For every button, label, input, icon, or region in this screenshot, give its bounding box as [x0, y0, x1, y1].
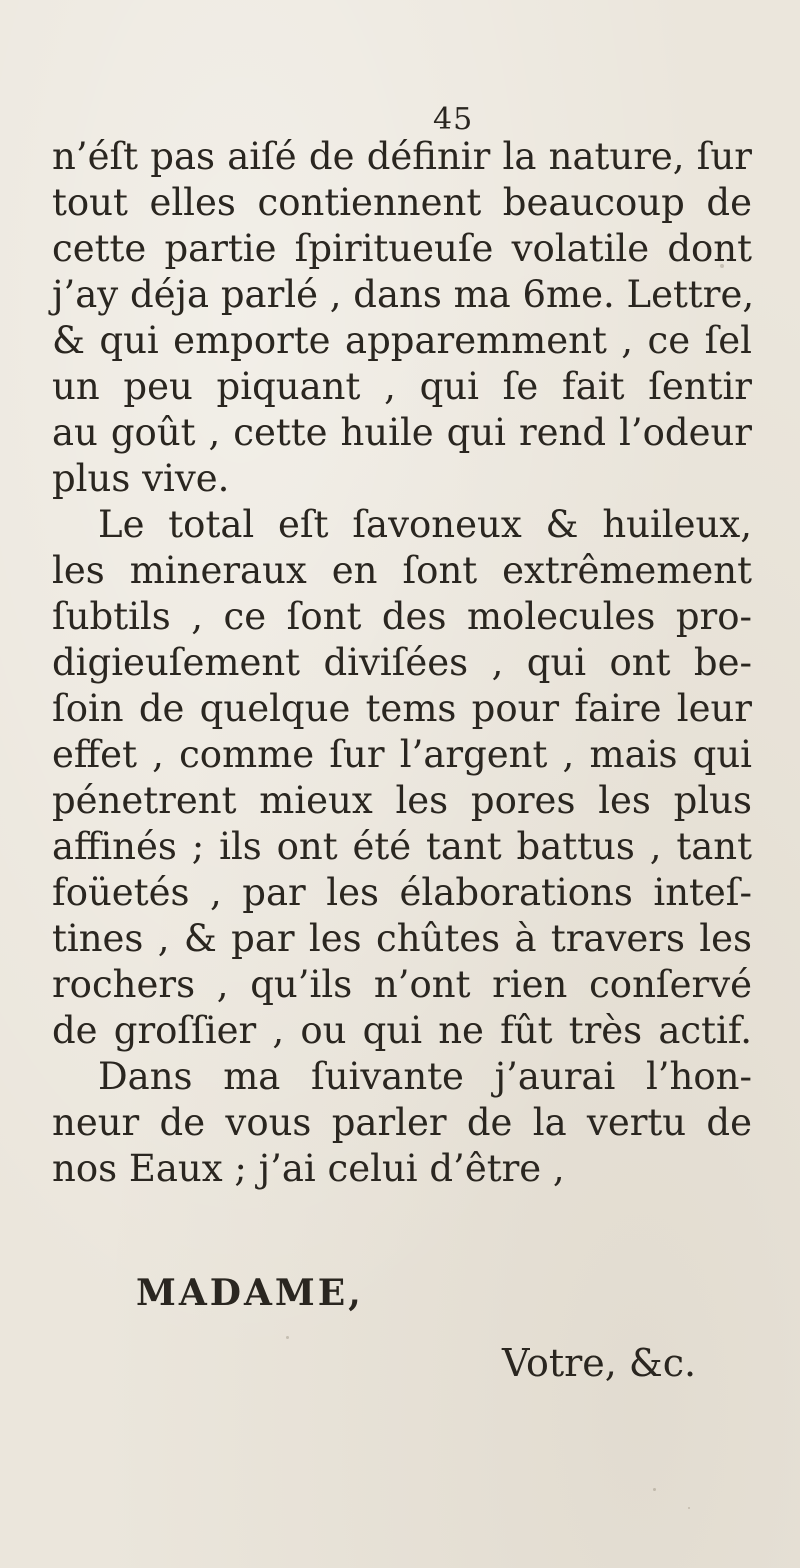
paper-speck: [720, 264, 724, 268]
text-line-18: tines , & par les chûtes à travers les: [52, 917, 752, 960]
signature-line: Votre, &c.: [502, 1341, 697, 1385]
paper-speck: [688, 1507, 690, 1509]
page-number: 45: [433, 102, 474, 137]
text-line-23: nos Eaux ; j’ai celui d’être ,: [52, 1147, 565, 1190]
text-line-9: Le total eſt ſavoneux & huileux,: [98, 503, 752, 546]
text-line-10: les mineraux en ſont extrêmement: [52, 549, 752, 592]
text-line-17: foüetés , par les élaborations inteſ-: [52, 871, 752, 914]
text-line-15: pénetrent mieux les pores les plus: [52, 779, 752, 822]
text-line-6: un peu piquant , qui ſe fait ſentir: [52, 365, 752, 408]
text-line-5: & qui emporte apparemment , ce ſel: [52, 319, 752, 362]
closing-salutation: MADAME,: [136, 1272, 364, 1314]
text-line-2: tout elles contiennent beaucoup de: [52, 181, 752, 224]
text-line-13: ſoin de quelque tems pour faire leur: [52, 687, 752, 730]
text-line-1: n’éſt pas aiſé de définir la nature, ſur: [52, 135, 752, 178]
paper-speck: [286, 1336, 289, 1339]
text-line-22: neur de vous parler de la vertu de: [52, 1101, 752, 1144]
paper-speck: [653, 1488, 656, 1491]
text-line-8: plus vive.: [52, 457, 230, 500]
text-line-16: affinés ; ils ont été tant battus , tant: [52, 825, 752, 868]
text-line-3: cette partie ſpiritueuſe volatile dont: [52, 227, 752, 270]
text-line-14: effet , comme ſur l’argent , mais qui: [52, 733, 752, 776]
text-line-12: digieuſement diviſées , qui ont be-: [52, 641, 752, 684]
text-line-4: j’ay déja parlé , dans ma 6me. Lettre,: [52, 273, 755, 316]
text-line-19: rochers , qu’ils n’ont rien conſervé: [52, 963, 752, 1006]
text-line-21: Dans ma ſuivante j’aurai l’hon-: [98, 1055, 752, 1098]
text-line-20: de groſſier , ou qui ne fût très actif.: [52, 1009, 752, 1052]
text-line-7: au goût , cette huile qui rend l’odeur: [52, 411, 752, 454]
text-line-11: ſubtils , ce ſont des molecules pro-: [52, 595, 752, 638]
